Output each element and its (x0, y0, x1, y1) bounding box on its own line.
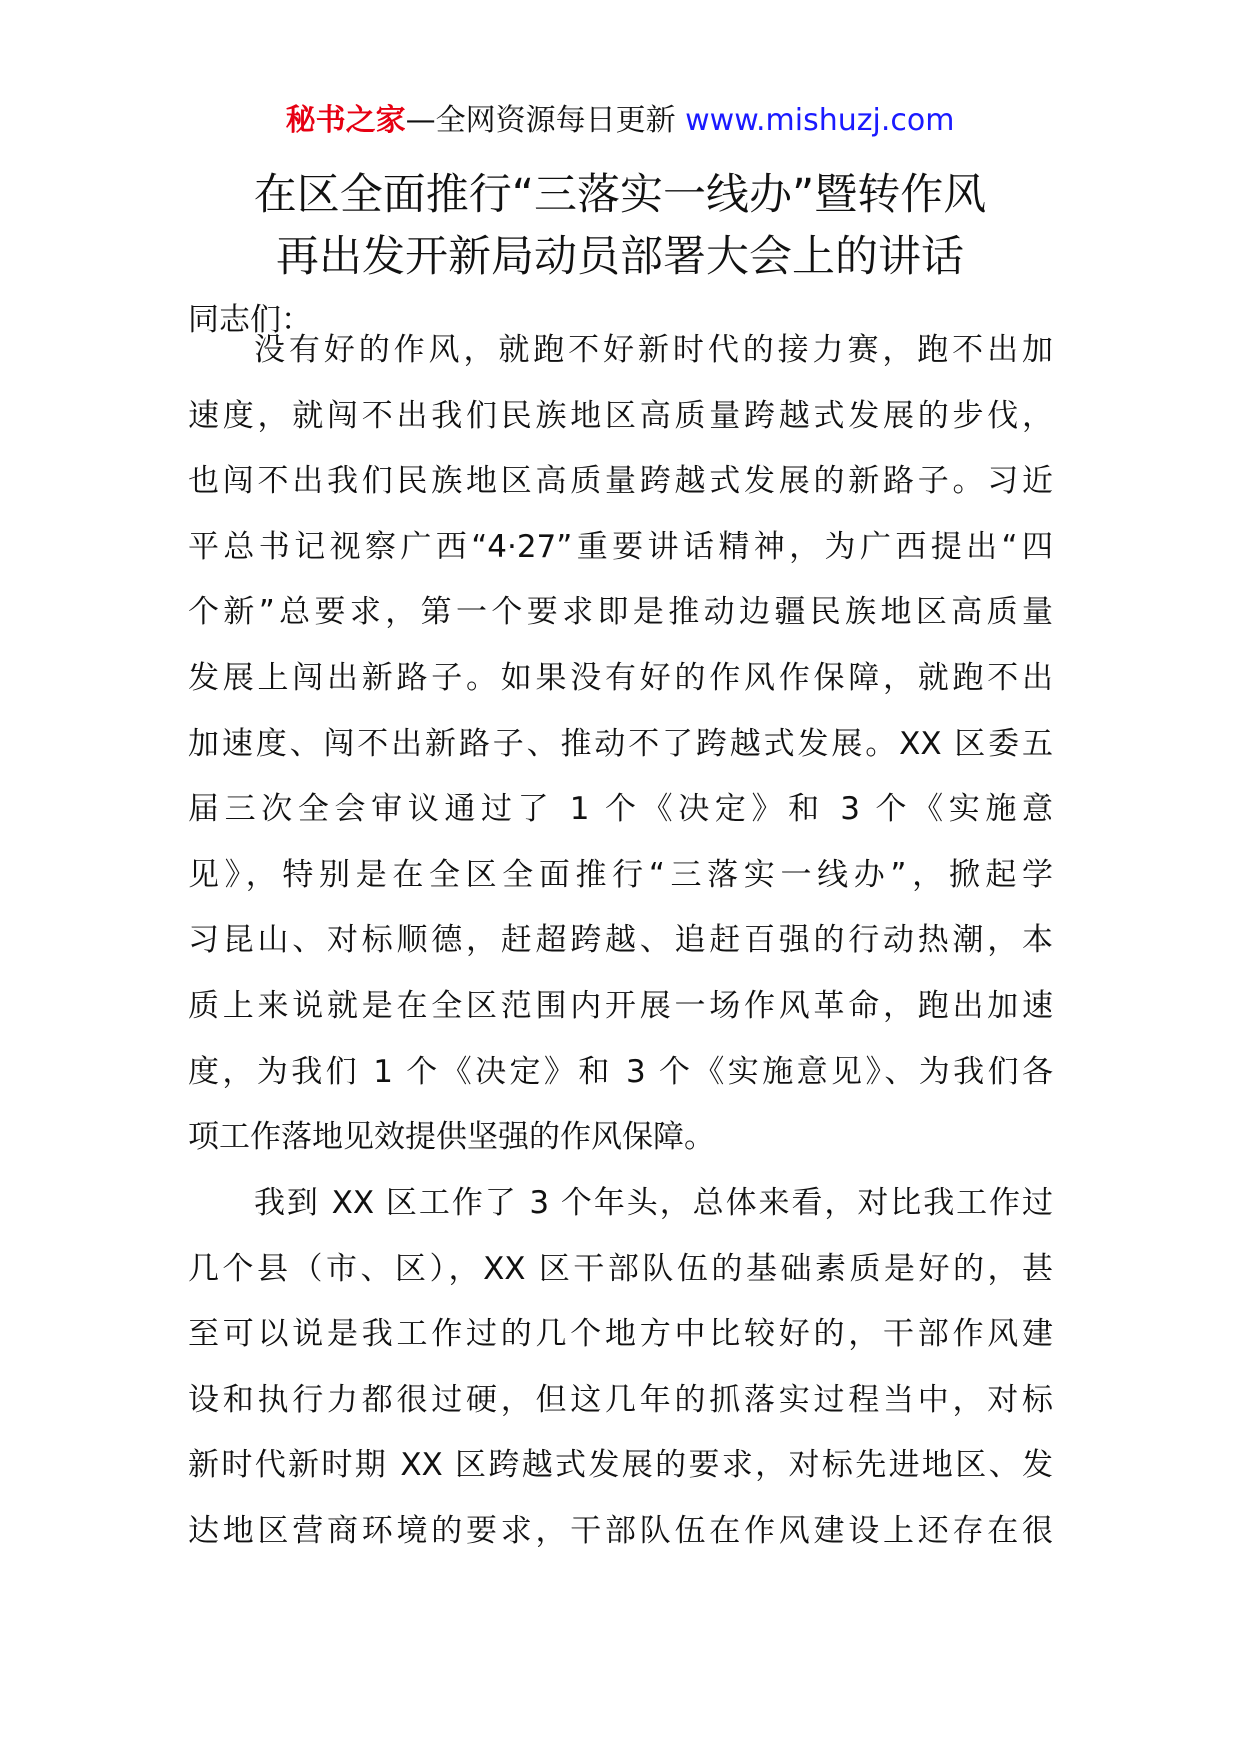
text-line: 速度，就闯不出我们民族地区高质量跨越式发展的步伐， (188, 397, 1053, 434)
title-line: 再出发开新局动员部署大会上的讲话 (276, 232, 964, 282)
text-line: 达地区营商环境的要求，干部队伍在作风建设上还存在很 (188, 1512, 1053, 1549)
text-line: 也闯不出我们民族地区高质量跨越式发展的新路子。习近 (188, 463, 1053, 500)
text-line: 至可以说是我工作过的几个地方中比较好的，干部作风建 (188, 1316, 1053, 1353)
site-header (0, 98, 1240, 144)
body-paragraph-1 (188, 318, 1053, 1171)
text-line: 发展上闯出新路子。如果没有好的作风作保障，就跑不出 (188, 659, 1053, 696)
text-line: 几个县（市、区），XX 区干部队伍的基础素质是好的，甚 (188, 1250, 1053, 1287)
text-line: 见》，特别是在全区全面推行“三落实一线办”，掀起学 (188, 856, 1053, 893)
text-line: 加速度、闯不出新路子、推动不了跨越式发展。XX 区委五 (188, 725, 1053, 762)
text-line: 质上来说就是在全区范围内开展一场作风革命，跑出加速 (188, 987, 1053, 1024)
salutation: 同志们： (188, 302, 312, 338)
document-title (0, 164, 1240, 288)
text-line: 项工作落地见效提供坚强的作风保障。 (188, 1119, 715, 1156)
site-url-link[interactable]: www.mishuzj.com (685, 103, 955, 138)
text-line: 我到 XX 区工作了 3 个年头，总体来看，对比我工作过 (254, 1185, 1053, 1221)
header-slogan: —全网资源每日更新 (405, 103, 676, 138)
body-paragraph-2 (188, 1171, 1053, 1565)
text-line: 没有好的作风，就跑不好新时代的接力赛，跑不出加 (254, 332, 1053, 368)
text-line: 届三次全会审议通过了 1 个《决定》和 3 个《实施意 (188, 791, 1053, 828)
text-line: 度，为我们 1 个《决定》和 3 个《实施意见》、为我们各 (188, 1053, 1053, 1090)
text-line: 平总书记视察广西“4·27”重要讲话精神，为广西提出“四 (188, 528, 1053, 565)
brand-name: 秘书之家 (285, 103, 406, 138)
text-line: 个新”总要求，第一个要求即是推动边疆民族地区高质量 (188, 594, 1053, 631)
title-line: 在区全面推行“三落实一线办”暨转作风 (253, 170, 987, 220)
text-line: 新时代新时期 XX 区跨越式发展的要求，对标先进地区、发 (188, 1447, 1053, 1484)
text-line: 习昆山、对标顺德，赶超跨越、追赶百强的行动热潮，本 (188, 922, 1053, 959)
text-line: 设和执行力都很过硬，但这几年的抓落实过程当中，对标 (188, 1381, 1053, 1418)
